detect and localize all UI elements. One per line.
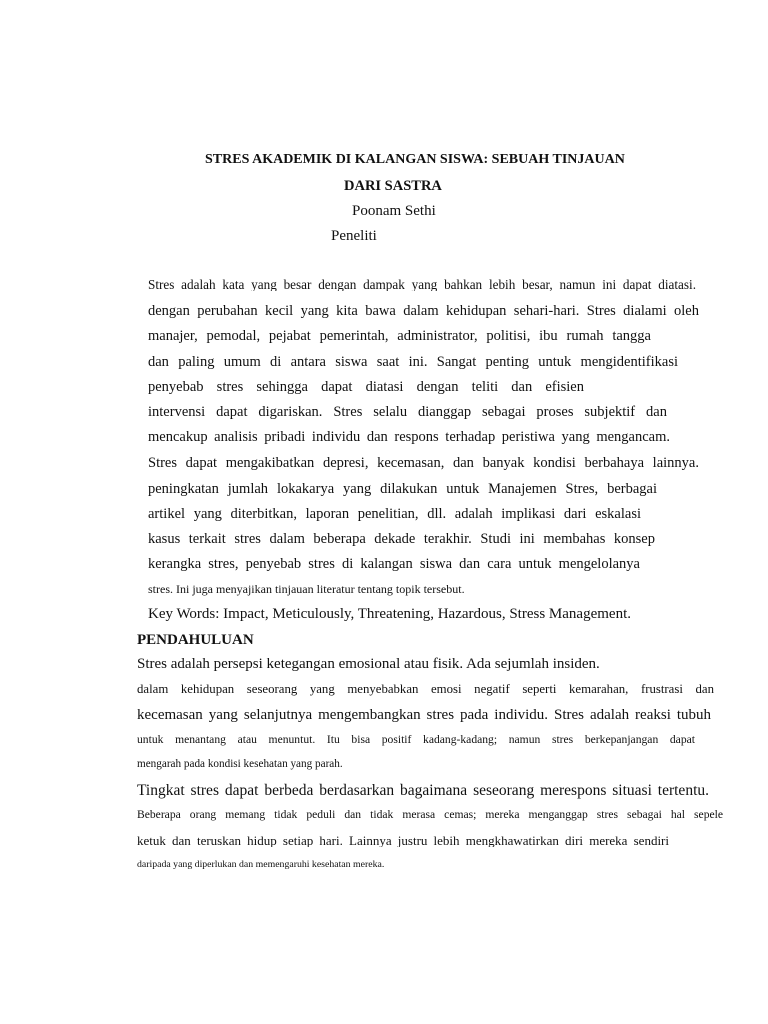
abstract-line: manajer, pemodal, pejabat pemerintah, administrator, politisi, ibu rumah tangga: [148, 329, 651, 344]
abstract-line: mencakup analisis pribadi individu dan respons terhadap peristiwa yang mengancam.: [148, 430, 670, 445]
body-line: daripada yang diperlukan dan memengaruhi kesehatan mereka.: [137, 859, 385, 870]
abstract-line: artikel yang diterbitkan, laporan penelitian, dll. adalah implikasi dari eskalasi: [148, 507, 641, 522]
abstract-line: peningkatan jumlah lokakarya yang dilakukan untuk Manajemen Stres, berbagai: [148, 482, 657, 497]
abstract-line: Stres dapat mengakibatkan depresi, kecemasan, dan banyak kondisi berbahaya lainnya.: [148, 456, 699, 471]
author-name: Poonam Sethi: [352, 203, 436, 219]
body-line: dalam kehidupan seseorang yang menyebabkan emosi negatif seperti kemarahan, frustrasi dan: [137, 683, 714, 696]
abstract-line: Stres adalah kata yang besar dengan dampak yang bahkan lebih besar, namun ini dapat diatasi.: [148, 278, 696, 292]
abstract-line: kasus terkait stres dalam beberapa dekade terakhir. Studi ini membahas konsep: [148, 532, 655, 547]
abstract-line: penyebab stres sehingga dapat diatasi dengan teliti dan efisien: [148, 380, 584, 395]
abstract-line: dengan perubahan kecil yang kita bawa dalam kehidupan sehari-hari. Stres dialami oleh: [148, 304, 699, 319]
body-line: untuk menantang atau menuntut. Itu bisa positif kadang-kadang; namun stres berkepanjangan dapat: [137, 734, 695, 746]
abstract-line: dan paling umum di antara siswa saat ini. Sangat penting untuk mengidentifikasi: [148, 355, 678, 370]
keywords: Key Words: Impact, Meticulously, Threatening, Hazardous, Stress Management.: [148, 606, 631, 622]
title-line-1: STRES AKADEMIK DI KALANGAN SISWA: SEBUAH TINJAUAN: [205, 152, 625, 167]
title-line-2: DARI SASTRA: [344, 178, 442, 194]
abstract-line: intervensi dapat digariskan. Stres selalu dianggap sebagai proses subjektif dan: [148, 405, 667, 420]
body-line: Stres adalah persepsi ketegangan emosional atau fisik. Ada sejumlah insiden.: [137, 656, 600, 672]
body-line: Beberapa orang memang tidak peduli dan tidak merasa cemas; mereka menganggap stres sebagai hal sepele: [137, 809, 723, 821]
author-role: Peneliti: [331, 228, 377, 244]
body-line: mengarah pada kondisi kesehatan yang parah.: [137, 758, 343, 770]
section-heading: PENDAHULUAN: [137, 632, 254, 648]
abstract-line: kerangka stres, penyebab stres di kalangan siswa dan cara untuk mengelolanya: [148, 557, 640, 572]
body-line: kecemasan yang selanjutnya mengembangkan stres pada individu. Stres adalah reaksi tubuh: [137, 708, 711, 723]
abstract-line: stres. Ini juga menyajikan tinjauan literatur tentang topik tersebut.: [148, 582, 465, 596]
body-line: Tingkat stres dapat berbeda berdasarkan bagaimana seseorang merespons situasi tertentu.: [137, 783, 709, 799]
body-line: ketuk dan teruskan hidup setiap hari. Lainnya justru lebih mengkhawatirkan diri mereka sendiri: [137, 834, 669, 847]
